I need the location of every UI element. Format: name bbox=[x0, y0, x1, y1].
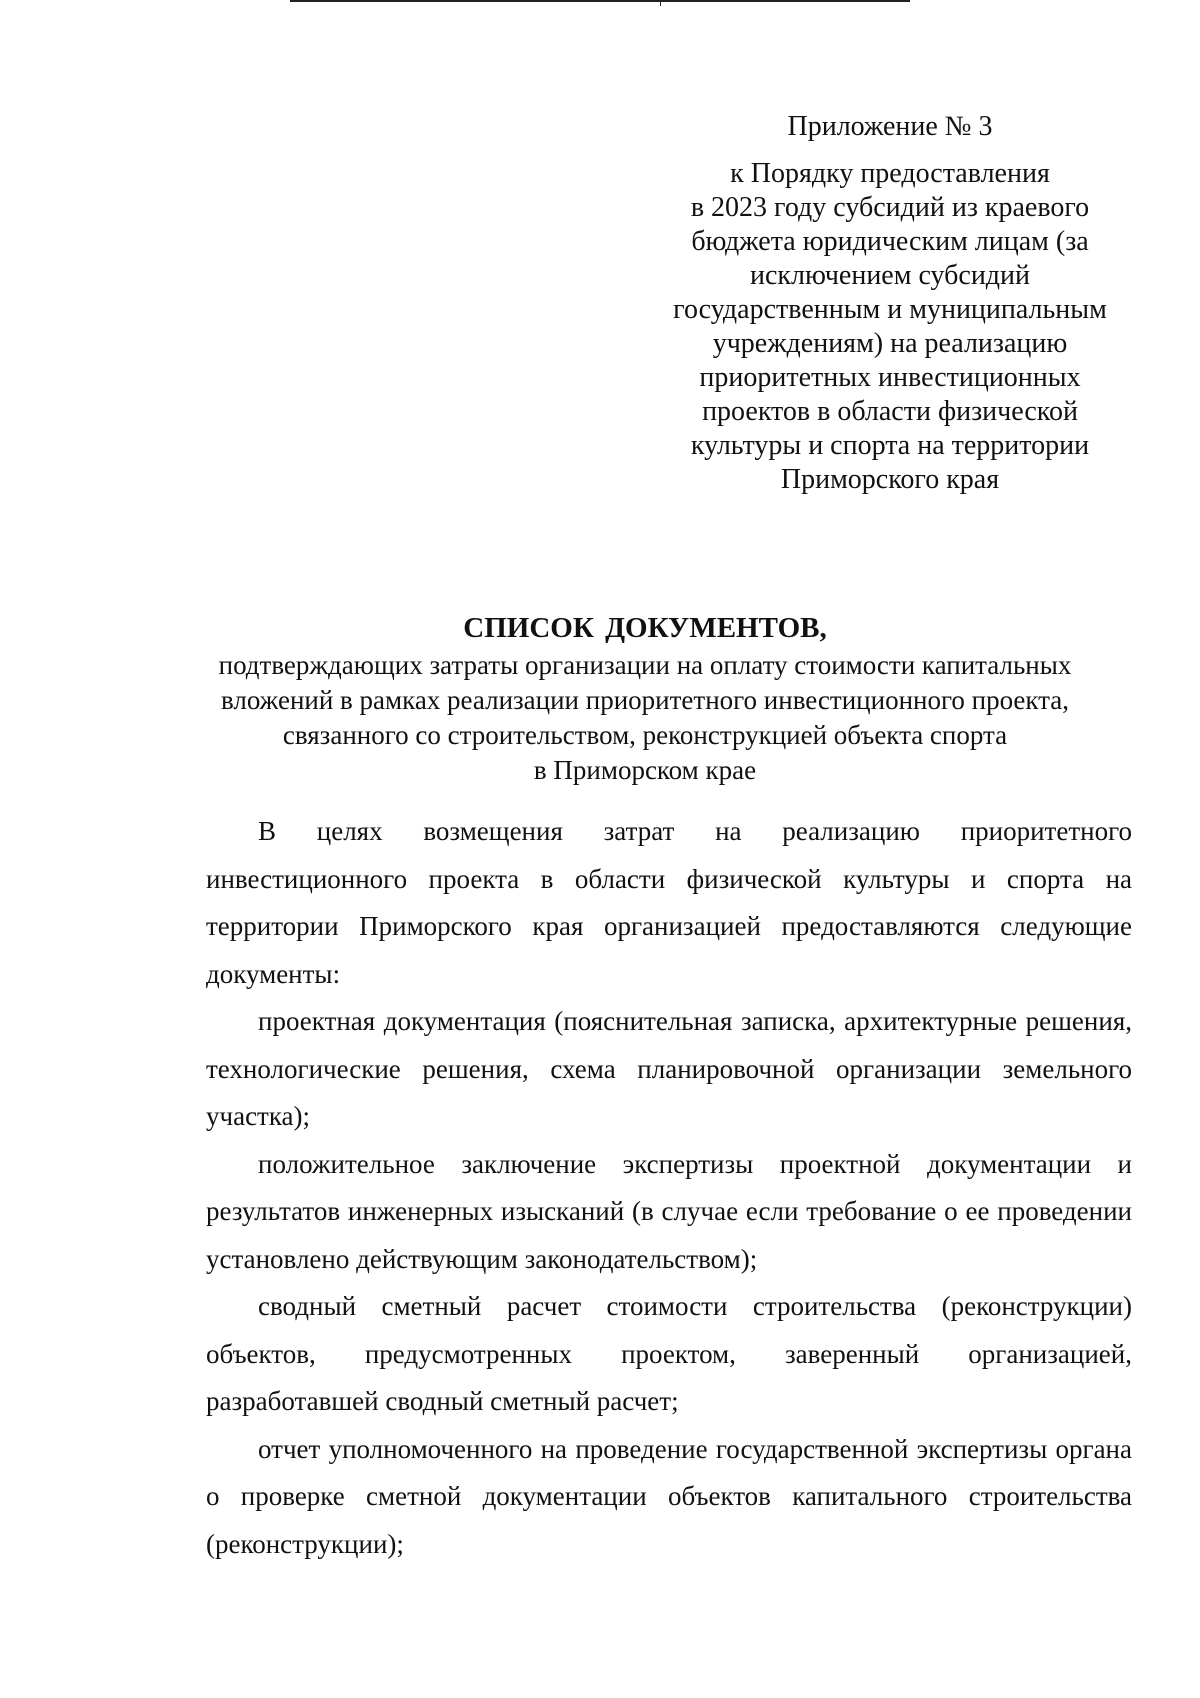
text-line: сводный сметный расчет стоимости строительства (реконструкции) bbox=[258, 1291, 1132, 1321]
title-subtitle-line: вложений в рамках реализации приоритетного инвестиционного проекта, bbox=[220, 685, 1070, 715]
text-line: отчет уполномоченного на проведение государственной экспертизы органа bbox=[258, 1433, 1132, 1464]
title-subtitle-line: в Приморском крае bbox=[533, 755, 757, 785]
text-line: установлено действующим законодательством); bbox=[206, 1243, 758, 1274]
appendix-line: Приморского края bbox=[780, 464, 1000, 495]
text-line: разработавшей сводный сметный расчет; bbox=[206, 1386, 679, 1416]
text-line: проектная документация (пояснительная записка, архитектурные решения, bbox=[258, 1006, 1132, 1036]
appendix-line: бюджета юридическим лицам (за bbox=[691, 226, 1089, 257]
appendix-line: исключением субсидий bbox=[749, 260, 1031, 291]
text-line: (реконструкции); bbox=[206, 1528, 404, 1559]
text-line: инвестиционного проекта в области физической культуры и спорта на bbox=[206, 863, 1132, 894]
appendix-line: к Порядку предоставления bbox=[730, 158, 1050, 189]
appendix-block bbox=[640, 110, 1140, 497]
text-line: положительное заключение экспертизы проектной документации и bbox=[258, 1148, 1132, 1179]
scan-edge-line bbox=[290, 0, 910, 2]
list-item-expertise-report bbox=[154, 1426, 1132, 1569]
text-line: объектов, предусмотренных проектом, заверенный организацией, bbox=[206, 1338, 1132, 1369]
appendix-number: Приложение № 3 bbox=[787, 111, 993, 142]
title-heading: СПИСОК ДОКУМЕНТОВ, bbox=[463, 612, 827, 644]
list-item-expert-conclusion bbox=[154, 1141, 1132, 1284]
appendix-line: государственным и муниципальным bbox=[673, 294, 1107, 325]
text-line: результатов инженерных изысканий (в случае если требование о ее проведении bbox=[206, 1196, 1132, 1226]
list-item-project-documentation bbox=[154, 998, 1132, 1141]
appendix-line: проектов в области физической bbox=[702, 396, 1078, 427]
document-body bbox=[154, 808, 1132, 1568]
document-title bbox=[140, 608, 1150, 788]
intro-paragraph bbox=[154, 808, 1132, 998]
text-line: территории Приморского края организацией предоставляются следующие bbox=[206, 911, 1132, 941]
title-subtitle-line: подтверждающих затраты организации на оплату стоимости капитальных bbox=[218, 650, 1072, 680]
text-line: документы: bbox=[206, 958, 341, 989]
text-line: о проверке сметной документации объектов капитального строительства bbox=[206, 1481, 1132, 1511]
text-line: технологические решения, схема планировочной организации земельного bbox=[206, 1053, 1132, 1084]
appendix-line: культуры и спорта на территории bbox=[690, 430, 1090, 461]
text-line: участка); bbox=[206, 1101, 311, 1131]
appendix-line: в 2023 году субсидий из краевого bbox=[690, 192, 1090, 223]
scan-edge-tick bbox=[660, 0, 661, 6]
appendix-line: приоритетных инвестиционных bbox=[699, 362, 1081, 393]
appendix-line: учреждениям) на реализацию bbox=[712, 328, 1068, 359]
title-subtitle-line: связанного со строительством, реконструкцией объекта спорта bbox=[282, 720, 1008, 750]
list-item-cost-estimate bbox=[154, 1283, 1132, 1426]
text-line: В целях возмещения затрат на реализацию приоритетного bbox=[258, 816, 1132, 846]
